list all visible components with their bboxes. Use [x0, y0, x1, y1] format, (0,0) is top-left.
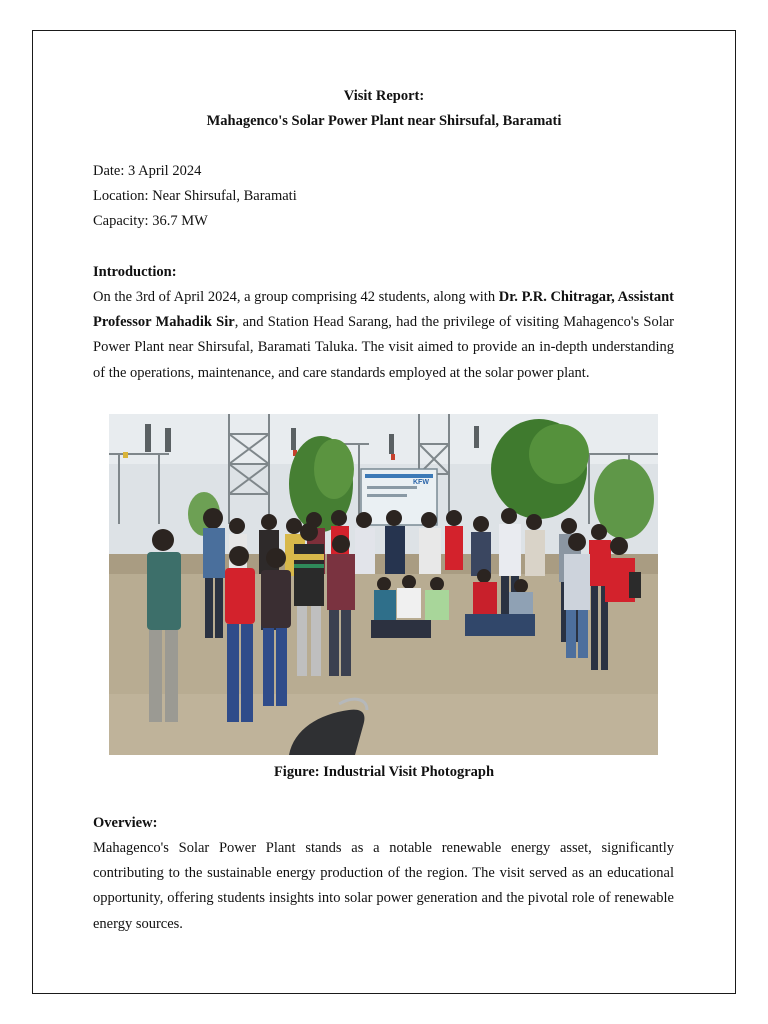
visit-location: Location: Near Shirsufal, Baramati	[93, 188, 297, 204]
introduction-text-2: , and Station Head Sarang, had the privilege of visiting Mahagenco's Solar Power Plant near Shirsufal, Baramati Taluka. The visit aimed to provide an in-depth understanding of the operations, maintenance, and care standards employed at the solar power plant.	[93, 314, 674, 381]
sign-kfw-text: KFW	[413, 479, 429, 486]
visit-date: Date: 3 April 2024	[93, 163, 202, 179]
figure-caption: Figure: Industrial Visit Photograph	[273, 764, 495, 780]
introduction-paragraph	[93, 285, 674, 386]
overview-heading: Overview:	[93, 815, 158, 831]
plant-capacity: Capacity: 36.7 MW	[93, 213, 208, 229]
overview-paragraph: Mahagenco's Solar Power Plant stands as a notable renewable energy asset, significantly contributing to the sustainable energy production of the region. The visit served as an educational opportunity, offering students insights into solar power generation and the pivotal role of renewable energy sources.	[93, 840, 674, 932]
industrial-visit-photo	[109, 414, 658, 755]
report-subtitle: Mahagenco's Solar Power Plant near Shirsufal, Baramati	[206, 113, 562, 129]
introduction-text-1: On the 3rd of April 2024, a group comprising 42 students, along with	[93, 289, 499, 305]
introduction-heading: Introduction:	[93, 264, 177, 280]
introduction-faculty-names: Dr. P.R. Chitragar, Assistant Professor Mahadik Sir	[93, 289, 675, 331]
report-title: Visit Report:	[343, 88, 425, 104]
